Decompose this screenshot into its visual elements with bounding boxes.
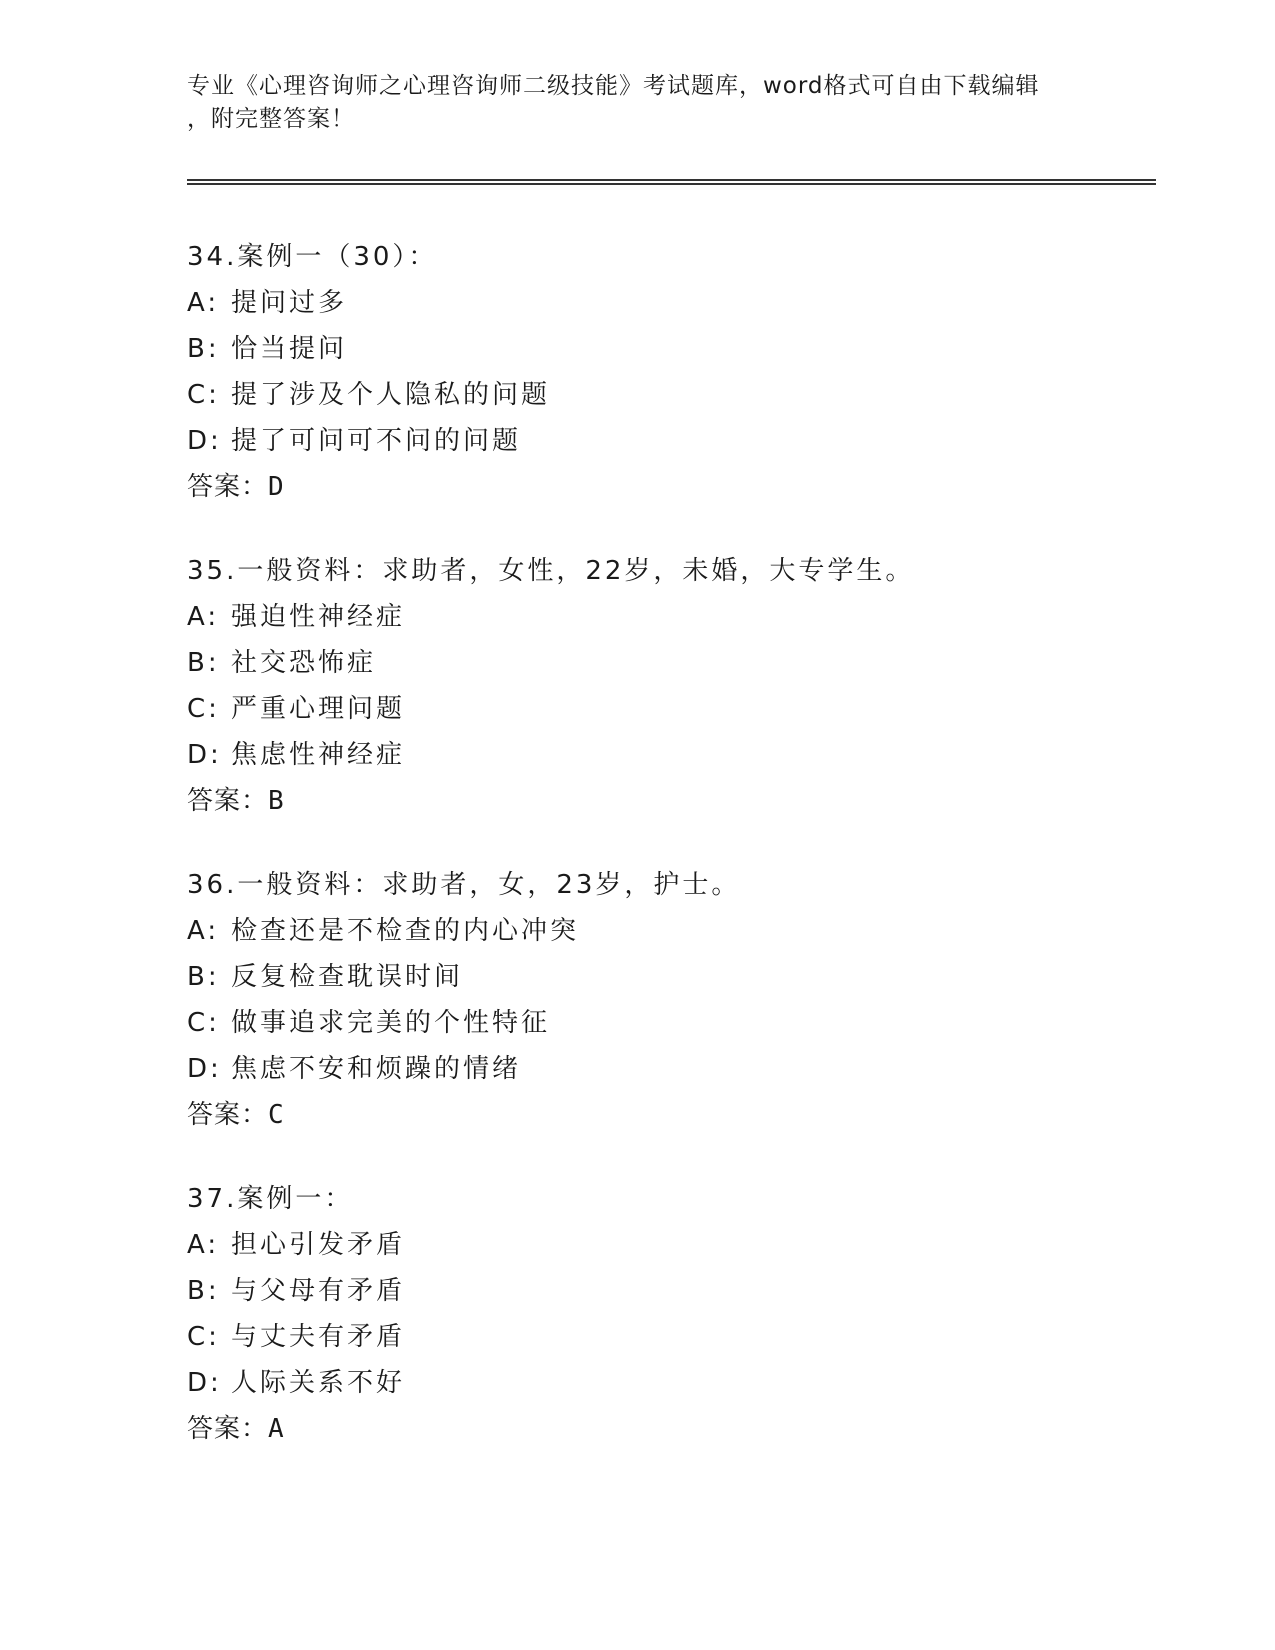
question-stem: 35.一般资料：求助者，女性，22岁，未婚，大专学生。 xyxy=(187,556,915,586)
answer-value: D xyxy=(268,472,285,502)
option-key: C: xyxy=(187,694,220,724)
option-d xyxy=(187,1046,1156,1092)
document-header xyxy=(187,70,1087,136)
option-key: B: xyxy=(187,334,220,364)
option-b xyxy=(187,1268,1156,1314)
option-text: 检查还是不检查的内心冲突 xyxy=(231,916,580,946)
option-text: 焦虑性神经症 xyxy=(231,740,406,770)
answer-value: A xyxy=(268,1414,285,1444)
question-stem: 37.案例一： xyxy=(187,1184,354,1214)
header-title-line-1: 专业《心理咨询师之心理咨询师二级技能》考试题库，word格式可自由下载编辑 xyxy=(187,73,1040,99)
option-key: B: xyxy=(187,648,220,678)
option-a xyxy=(187,908,1156,954)
question-35 xyxy=(187,548,1156,824)
question-stem: 36.一般资料：求助者，女，23岁，护士。 xyxy=(187,870,741,900)
option-key: A: xyxy=(187,1230,220,1260)
option-text: 恰当提问 xyxy=(231,334,348,364)
option-key: B: xyxy=(187,1276,220,1306)
option-text: 强迫性神经症 xyxy=(231,602,406,632)
question-list xyxy=(187,234,1156,1490)
option-c xyxy=(187,372,1156,418)
option-text: 人际关系不好 xyxy=(231,1368,406,1398)
option-b xyxy=(187,954,1156,1000)
answer-line xyxy=(187,778,1156,824)
option-b xyxy=(187,640,1156,686)
header-divider xyxy=(187,179,1156,185)
option-text: 焦虑不安和烦躁的情绪 xyxy=(231,1054,522,1084)
question-stem: 34.案例一（30）： xyxy=(187,242,438,272)
answer-value: B xyxy=(268,786,285,816)
option-key: C: xyxy=(187,380,220,410)
answer-label: 答案： xyxy=(187,1414,269,1444)
option-c xyxy=(187,686,1156,732)
option-text: 担心引发矛盾 xyxy=(231,1230,406,1260)
option-text: 严重心理问题 xyxy=(231,694,406,724)
option-key: D: xyxy=(187,740,222,770)
answer-label: 答案： xyxy=(187,472,269,502)
option-key: A: xyxy=(187,288,220,318)
question-37 xyxy=(187,1176,1156,1452)
option-a xyxy=(187,280,1156,326)
option-key: C: xyxy=(187,1322,220,1352)
option-d xyxy=(187,1360,1156,1406)
option-key: C: xyxy=(187,1008,220,1038)
option-b xyxy=(187,326,1156,372)
option-key: D: xyxy=(187,1054,222,1084)
option-text: 社交恐怖症 xyxy=(231,648,377,678)
header-title-line-2: ，附完整答案！ xyxy=(187,106,355,132)
option-key: D: xyxy=(187,426,222,456)
answer-value: C xyxy=(268,1100,285,1130)
answer-line xyxy=(187,464,1156,510)
option-text: 做事追求完美的个性特征 xyxy=(231,1008,551,1038)
option-text: 与父母有矛盾 xyxy=(231,1276,406,1306)
answer-label: 答案： xyxy=(187,1100,269,1130)
option-key: B: xyxy=(187,962,220,992)
option-text: 提了可问可不问的问题 xyxy=(231,426,522,456)
option-key: A: xyxy=(187,916,220,946)
option-d xyxy=(187,418,1156,464)
option-text: 反复检查耽误时间 xyxy=(231,962,464,992)
option-key: D: xyxy=(187,1368,222,1398)
answer-line xyxy=(187,1406,1156,1452)
option-text: 提了涉及个人隐私的问题 xyxy=(231,380,551,410)
option-key: A: xyxy=(187,602,220,632)
option-a xyxy=(187,594,1156,640)
answer-line xyxy=(187,1092,1156,1138)
option-c xyxy=(187,1314,1156,1360)
question-34 xyxy=(187,234,1156,510)
question-36 xyxy=(187,862,1156,1138)
option-c xyxy=(187,1000,1156,1046)
option-a xyxy=(187,1222,1156,1268)
option-d xyxy=(187,732,1156,778)
answer-label: 答案： xyxy=(187,786,269,816)
option-text: 提问过多 xyxy=(231,288,348,318)
option-text: 与丈夫有矛盾 xyxy=(231,1322,406,1352)
